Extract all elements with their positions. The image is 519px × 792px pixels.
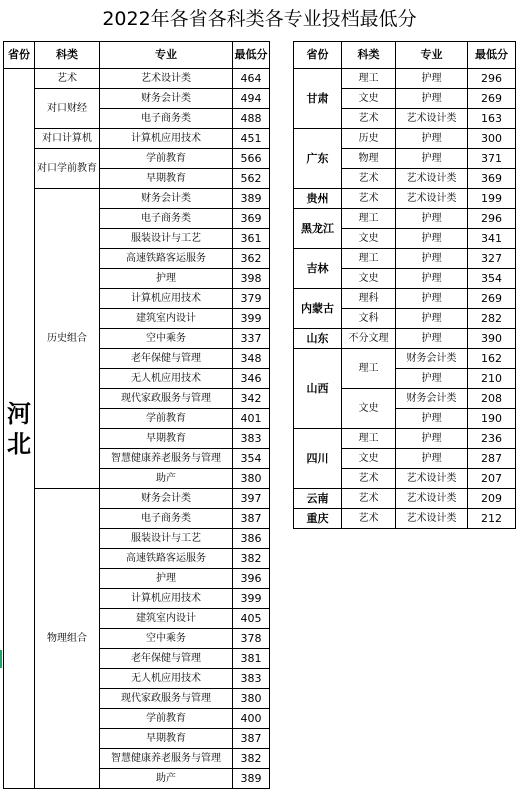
- score-cell: 337: [233, 329, 270, 349]
- major-cell: 护理: [396, 269, 468, 289]
- header-category: 科类: [35, 42, 100, 69]
- score-cell: 341: [468, 229, 516, 249]
- score-cell: 396: [233, 569, 270, 589]
- table-row: [4, 129, 270, 149]
- major-cell: 电子商务类: [100, 209, 233, 229]
- score-cell: 383: [233, 669, 270, 689]
- score-cell: 369: [468, 169, 516, 189]
- category-cell: 文史: [342, 389, 396, 429]
- score-cell: 383: [233, 429, 270, 449]
- major-cell: 早期教育: [100, 729, 233, 749]
- right-score-table: [293, 41, 516, 529]
- score-cell: 386: [233, 529, 270, 549]
- major-cell: 学前教育: [100, 409, 233, 429]
- major-cell: 空中乘务: [100, 629, 233, 649]
- score-cell: 380: [233, 469, 270, 489]
- table-row: [294, 69, 516, 89]
- table-row: [4, 149, 270, 169]
- major-cell: 护理: [396, 309, 468, 329]
- major-cell: 建筑室内设计: [100, 309, 233, 329]
- major-cell: 财务会计类: [396, 349, 468, 369]
- major-cell: 财务会计类: [100, 89, 233, 109]
- table-row: [294, 249, 516, 269]
- score-cell: 354: [468, 269, 516, 289]
- score-cell: 398: [233, 269, 270, 289]
- major-cell: 财务会计类: [396, 389, 468, 409]
- major-cell: 现代家政服务与管理: [100, 389, 233, 409]
- major-cell: 早期教育: [100, 169, 233, 189]
- major-cell: 电子商务类: [100, 509, 233, 529]
- right-header-row: [294, 42, 516, 69]
- major-cell: 计算机应用技术: [100, 289, 233, 309]
- score-cell: 212: [468, 509, 516, 529]
- score-cell: 488: [233, 109, 270, 129]
- table-row: [294, 129, 516, 149]
- province-cell: 内蒙古: [294, 289, 342, 329]
- major-cell: 护理: [396, 369, 468, 389]
- score-cell: 390: [468, 329, 516, 349]
- major-cell: 护理: [396, 409, 468, 429]
- category-cell: 历史: [342, 129, 396, 149]
- category-cell: 文史: [342, 449, 396, 469]
- score-cell: 342: [233, 389, 270, 409]
- major-cell: 护理: [396, 129, 468, 149]
- score-cell: 397: [233, 489, 270, 509]
- province-cell: 山西: [294, 349, 342, 429]
- major-cell: 艺术设计类: [396, 489, 468, 509]
- score-cell: 369: [233, 209, 270, 229]
- table-row: [4, 489, 270, 509]
- table-row: [294, 289, 516, 309]
- province-cell: 黑龙江: [294, 209, 342, 249]
- header-province: 省份: [4, 42, 35, 69]
- major-cell: 护理: [396, 69, 468, 89]
- province-cell: 重庆: [294, 509, 342, 529]
- category-cell: 理工: [342, 249, 396, 269]
- major-cell: 艺术设计类: [396, 509, 468, 529]
- major-cell: 艺术设计类: [396, 169, 468, 189]
- category-cell: 物理组合: [35, 489, 100, 789]
- score-cell: 163: [468, 109, 516, 129]
- major-cell: 财务会计类: [100, 189, 233, 209]
- score-cell: 269: [468, 89, 516, 109]
- major-cell: 老年保健与管理: [100, 349, 233, 369]
- score-cell: 210: [468, 369, 516, 389]
- header-province: 省份: [294, 42, 342, 69]
- score-cell: 296: [468, 209, 516, 229]
- header-major: 专业: [100, 42, 233, 69]
- category-cell: 对口学前教育: [35, 149, 100, 189]
- category-cell: 物理: [342, 149, 396, 169]
- category-cell: 对口计算机: [35, 129, 100, 149]
- major-cell: 护理: [396, 149, 468, 169]
- table-row: [294, 509, 516, 529]
- score-cell: 382: [233, 549, 270, 569]
- major-cell: 智慧健康养老服务与管理: [100, 749, 233, 769]
- score-cell: 379: [233, 289, 270, 309]
- major-cell: 老年保健与管理: [100, 649, 233, 669]
- major-cell: 电子商务类: [100, 109, 233, 129]
- table-row: [294, 429, 516, 449]
- table-row: [4, 89, 270, 109]
- table-row: [4, 69, 270, 89]
- score-cell: 405: [233, 609, 270, 629]
- major-cell: 智慧健康养老服务与管理: [100, 449, 233, 469]
- major-cell: 建筑室内设计: [100, 609, 233, 629]
- score-cell: 300: [468, 129, 516, 149]
- major-cell: 艺术设计类: [100, 69, 233, 89]
- major-cell: 服装设计与工艺: [100, 229, 233, 249]
- table-row: [4, 189, 270, 209]
- score-cell: 208: [468, 389, 516, 409]
- category-cell: 艺术: [342, 469, 396, 489]
- category-cell: 文史: [342, 229, 396, 249]
- category-cell: 理科: [342, 289, 396, 309]
- province-cell: 贵州: [294, 189, 342, 209]
- province-cell: 广东: [294, 129, 342, 189]
- score-cell: 562: [233, 169, 270, 189]
- score-cell: 387: [233, 509, 270, 529]
- major-cell: 现代家政服务与管理: [100, 689, 233, 709]
- row-selection-marker: [0, 650, 2, 668]
- table-row: [294, 349, 516, 369]
- score-cell: 399: [233, 309, 270, 329]
- category-cell: 对口财经: [35, 89, 100, 129]
- category-cell: 理工: [342, 69, 396, 89]
- province-cell: 四川: [294, 429, 342, 489]
- left-header-row: [4, 42, 270, 69]
- score-cell: 354: [233, 449, 270, 469]
- province-cell: 河北: [4, 69, 35, 789]
- major-cell: 护理: [396, 89, 468, 109]
- header-score: 最低分: [233, 42, 270, 69]
- score-cell: 371: [468, 149, 516, 169]
- major-cell: 艺术设计类: [396, 109, 468, 129]
- score-cell: 566: [233, 149, 270, 169]
- score-cell: 346: [233, 369, 270, 389]
- score-cell: 287: [468, 449, 516, 469]
- category-cell: 理工: [342, 429, 396, 449]
- major-cell: 艺术设计类: [396, 189, 468, 209]
- category-cell: 艺术: [342, 489, 396, 509]
- major-cell: 护理: [100, 269, 233, 289]
- table-row: [294, 189, 516, 209]
- score-cell: 236: [468, 429, 516, 449]
- category-cell: 文科: [342, 309, 396, 329]
- left-score-table: [3, 41, 270, 789]
- category-cell: 艺术: [342, 169, 396, 189]
- major-cell: 无人机应用技术: [100, 669, 233, 689]
- major-cell: 艺术设计类: [396, 469, 468, 489]
- score-cell: 380: [233, 689, 270, 709]
- header-score: 最低分: [468, 42, 516, 69]
- header-major: 专业: [396, 42, 468, 69]
- score-cell: 464: [233, 69, 270, 89]
- score-cell: 207: [468, 469, 516, 489]
- score-cell: 389: [233, 189, 270, 209]
- major-cell: 财务会计类: [100, 489, 233, 509]
- category-cell: 文史: [342, 89, 396, 109]
- major-cell: 学前教育: [100, 709, 233, 729]
- score-cell: 400: [233, 709, 270, 729]
- category-cell: 理工: [342, 209, 396, 229]
- province-cell: 云南: [294, 489, 342, 509]
- score-cell: 199: [468, 189, 516, 209]
- major-cell: 护理: [396, 209, 468, 229]
- score-cell: 381: [233, 649, 270, 669]
- score-cell: 362: [233, 249, 270, 269]
- score-cell: 327: [468, 249, 516, 269]
- major-cell: 高速铁路客运服务: [100, 249, 233, 269]
- major-cell: 计算机应用技术: [100, 589, 233, 609]
- score-cell: 361: [233, 229, 270, 249]
- score-cell: 382: [233, 749, 270, 769]
- major-cell: 计算机应用技术: [100, 129, 233, 149]
- major-cell: 护理: [396, 429, 468, 449]
- major-cell: 空中乘务: [100, 329, 233, 349]
- major-cell: 护理: [396, 229, 468, 249]
- table-row: [294, 209, 516, 229]
- score-cell: 209: [468, 489, 516, 509]
- category-cell: 历史组合: [35, 189, 100, 489]
- score-cell: 378: [233, 629, 270, 649]
- category-cell: 理工: [342, 349, 396, 389]
- category-cell: 艺术: [342, 509, 396, 529]
- major-cell: 助产: [100, 769, 233, 789]
- table-row: [294, 329, 516, 349]
- major-cell: 服装设计与工艺: [100, 529, 233, 549]
- category-cell: 文史: [342, 269, 396, 289]
- major-cell: 护理: [396, 449, 468, 469]
- major-cell: 高速铁路客运服务: [100, 549, 233, 569]
- major-cell: 护理: [396, 329, 468, 349]
- sheet-title: 2022年各省各科类各专业投档最低分: [102, 8, 417, 30]
- score-cell: 451: [233, 129, 270, 149]
- score-cell: 348: [233, 349, 270, 369]
- score-cell: 162: [468, 349, 516, 369]
- province-cell: 吉林: [294, 249, 342, 289]
- province-cell: 甘肃: [294, 69, 342, 129]
- category-cell: 艺术: [35, 69, 100, 89]
- score-cell: 387: [233, 729, 270, 749]
- score-cell: 282: [468, 309, 516, 329]
- score-cell: 190: [468, 409, 516, 429]
- score-cell: 389: [233, 769, 270, 789]
- major-cell: 早期教育: [100, 429, 233, 449]
- province-cell: 山东: [294, 329, 342, 349]
- score-cell: 296: [468, 69, 516, 89]
- score-cell: 401: [233, 409, 270, 429]
- category-cell: 艺术: [342, 109, 396, 129]
- score-cell: 269: [468, 289, 516, 309]
- score-cell: 494: [233, 89, 270, 109]
- major-cell: 护理: [396, 249, 468, 269]
- major-cell: 护理: [396, 289, 468, 309]
- major-cell: 学前教育: [100, 149, 233, 169]
- major-cell: 护理: [100, 569, 233, 589]
- category-cell: 不分文理: [342, 329, 396, 349]
- major-cell: 助产: [100, 469, 233, 489]
- major-cell: 无人机应用技术: [100, 369, 233, 389]
- table-row: [294, 489, 516, 509]
- score-cell: 399: [233, 589, 270, 609]
- header-category: 科类: [342, 42, 396, 69]
- category-cell: 艺术: [342, 189, 396, 209]
